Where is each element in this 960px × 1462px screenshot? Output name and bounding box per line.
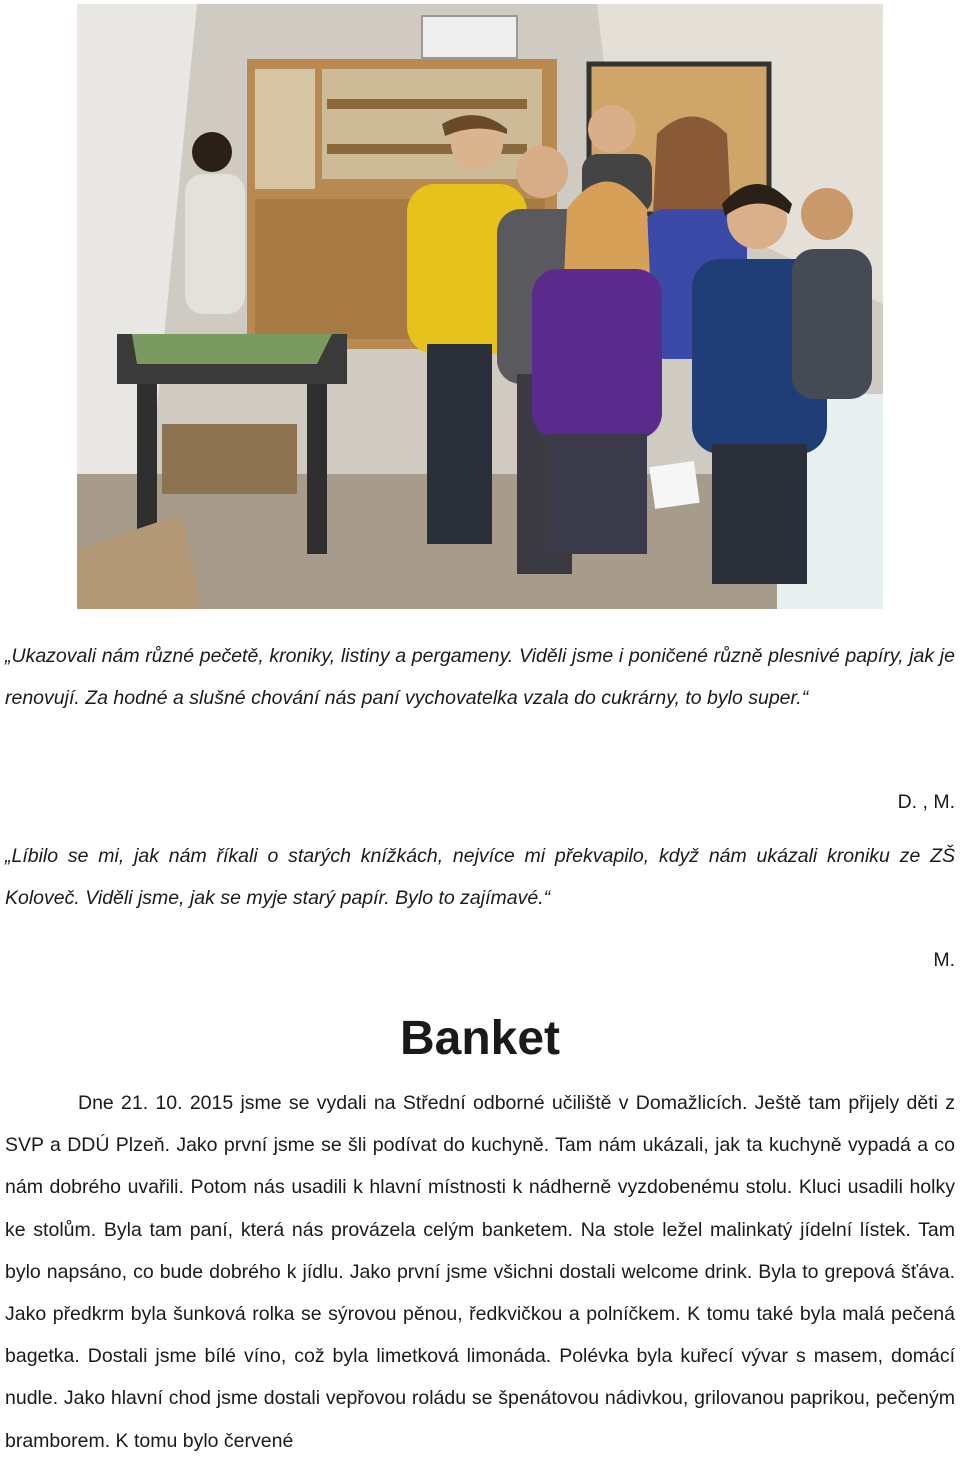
quote-1-signature: D. , M. xyxy=(897,791,955,813)
quote-2-signature: M. xyxy=(933,949,955,971)
section-title: Banket xyxy=(399,1012,561,1065)
group-photo xyxy=(77,4,883,609)
student-quote-1: „Ukazovali nám různé pečetě, kroniky, listiny a pergameny. Viděli jsme i poničené různě plesnivé papíry, jak je renovují. Za hodné a slušné chování nás paní vychovatelka vzala do cukrárny, to bylo super.“ xyxy=(5,645,955,709)
banquet-description: Dne 21. 10. 2015 jsme se vydali na Střední odborné učiliště v Domažlicích. Ještě tam přijely děti z SVP a DDÚ Plzeň. Jako první jsme se šli podívat do kuchyně. Tam nám ukázali, jak ta kuchyně vypadá a co nám dobrého uvařili. Potom nás usadili k hlavní místnosti k nádherně vyzdobenému stolu. Kluci usadili holky ke stolům. Byla tam paní, která nás provázela celým banketem. Na stole ležel malinkatý jídelní lístek. Tam bylo napsáno, co bude dobrého k jídlu. Jako první jsme všichni dostali welcome drink. Byla to grepová šťáva. Jako předkrm byla šunková rolka se sýrovou pěnou, ředkvičkou a polníčkem. K tomu také byla malá pečená bagetka. Dostali jsme bílé víno, což byla limetková limonáda. Polévka byla kuřecí vývar s masem, domácí nudle. Jako hlavní chod jsme dostali vepřovou roládu se špenátovou nádivkou, grilovanou paprikou, pečeným bramborem. K tomu bylo červené xyxy=(5,1092,955,1452)
group-photo-illustration xyxy=(77,4,883,609)
student-quote-2: „Líbilo se mi, jak nám říkali o starých knížkách, nejvíce mi překvapilo, když nám ukázali kroniku ze ZŠ Koloveč. Viděli jsme, jak se myje starý papír. Bylo to zajímavé.“ xyxy=(5,845,955,909)
